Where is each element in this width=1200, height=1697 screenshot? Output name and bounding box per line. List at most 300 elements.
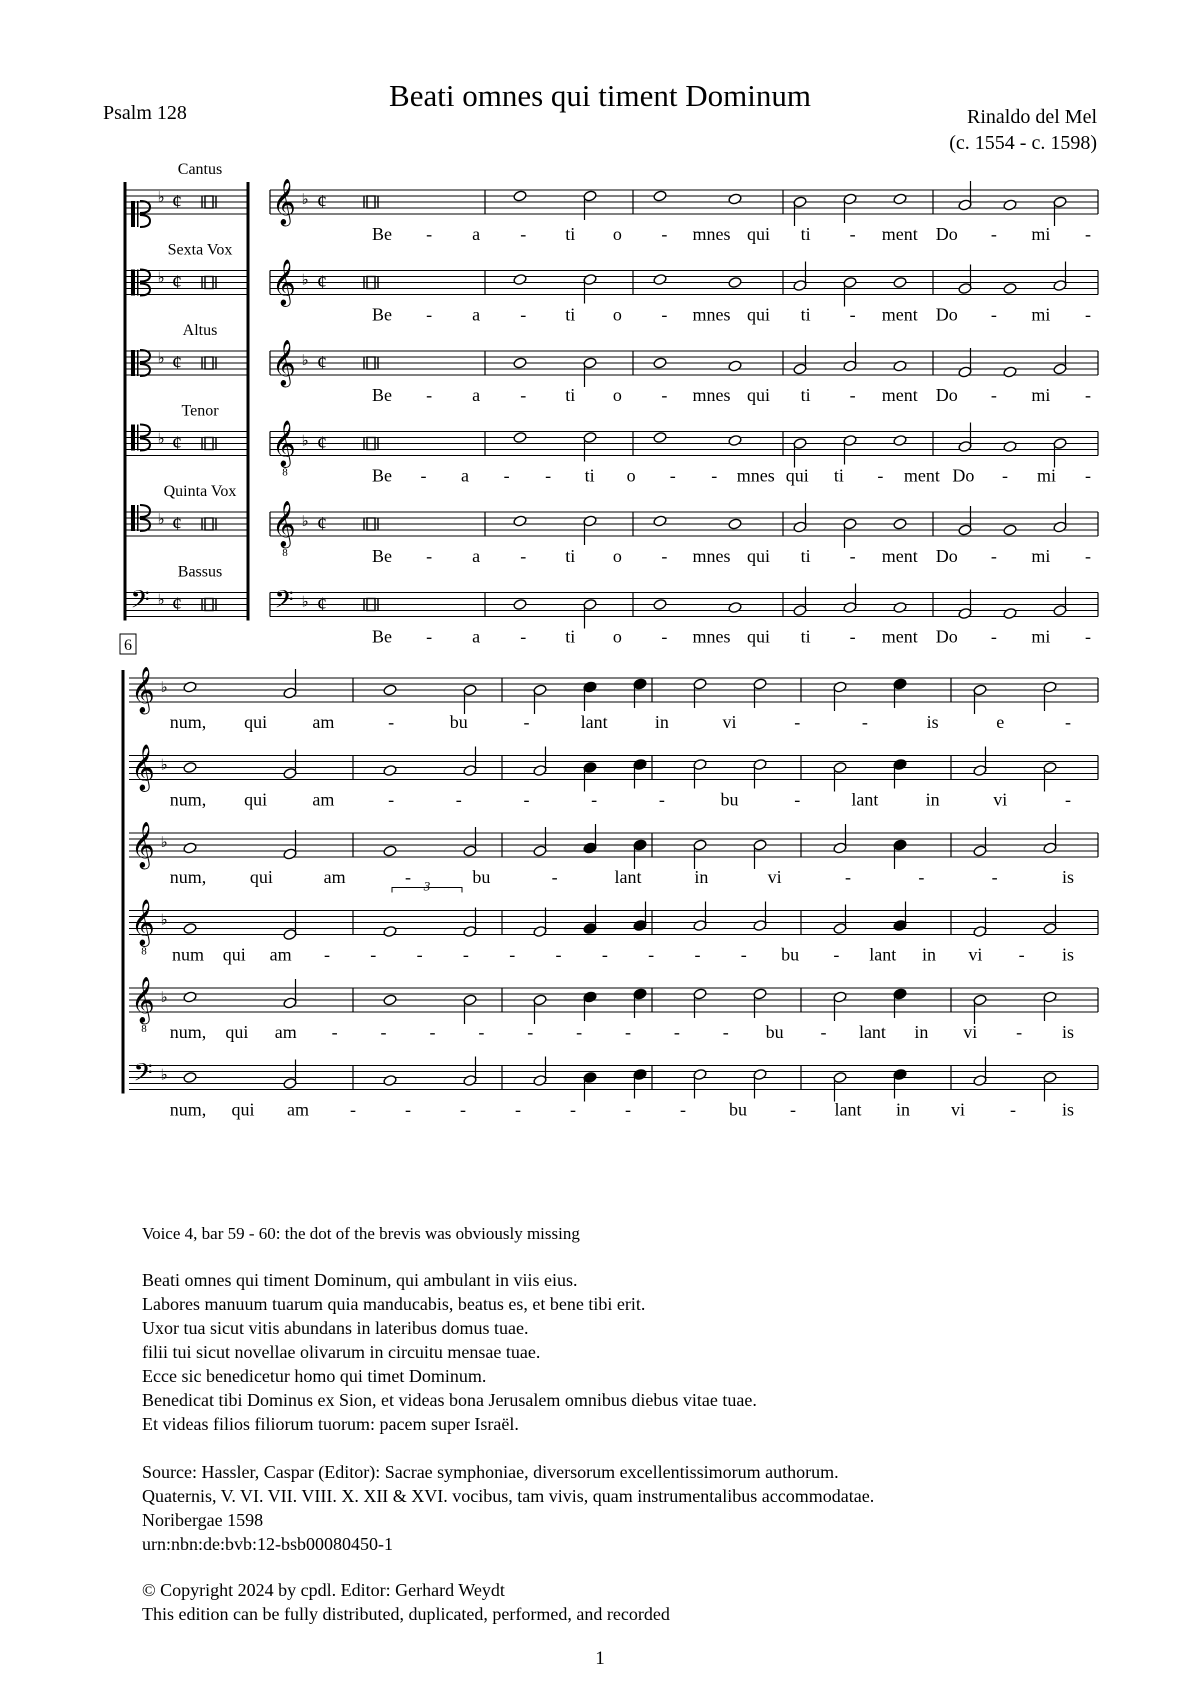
lyric-syllable: bu xyxy=(729,1099,747,1120)
note-head xyxy=(653,515,667,527)
note-head xyxy=(1003,199,1017,211)
flat-icon: ♭ xyxy=(301,594,309,611)
note-head xyxy=(513,431,527,443)
lyric-syllable: ment xyxy=(881,546,918,566)
lyric-syllable: num, xyxy=(169,1099,207,1120)
flat-icon: ♭ xyxy=(301,272,309,289)
source-line: Source: Hassler, Caspar (Editor): Sacrae symphoniae, diversorum excellentissimorum authorum. xyxy=(142,1462,839,1482)
lyric-syllable: - xyxy=(661,304,668,325)
c-clef-icon xyxy=(131,270,135,296)
lyric-syllable: - xyxy=(591,789,598,810)
voice-name: Quinta Vox xyxy=(163,483,237,500)
lyric-syllable: - xyxy=(426,304,433,325)
lyric-syllable: - xyxy=(861,712,868,732)
lyric-syllable: lant xyxy=(858,1022,886,1042)
lyric-syllable: - xyxy=(520,546,527,566)
lyric-syllable: - xyxy=(1010,1099,1016,1120)
flat-icon: ♭ xyxy=(160,835,168,851)
lyric-syllable: is xyxy=(1061,867,1075,887)
psalm-text-line: Benedicat tibi Dominus ex Sion, et videas bona Jerusalem omnibus diebus vitae tuae. xyxy=(142,1390,757,1410)
lyric-syllable: - xyxy=(820,1022,827,1042)
lyric-syllable: - xyxy=(570,1099,576,1120)
lyric-syllable: qui xyxy=(785,465,809,486)
lyric-syllable: is xyxy=(926,712,939,732)
lyric-syllable: - xyxy=(388,712,395,732)
composer-dates: (c. 1554 - c. 1598) xyxy=(949,132,1097,154)
lyric-syllable: - xyxy=(845,867,851,887)
lyric-syllable: bu xyxy=(720,789,739,810)
lyric-syllable: - xyxy=(990,385,997,405)
note-head xyxy=(183,681,197,693)
note-head xyxy=(183,922,197,934)
lyric-syllable: - xyxy=(545,465,552,486)
source-line: Quaternis, V. VI. VII. VIII. X. XII & XVI. vocibus, tam vivis, quam instrumentalibus accommodatae. xyxy=(142,1486,875,1506)
lyric-syllable: ti xyxy=(800,304,811,325)
lyric-syllable: mi xyxy=(1031,546,1051,566)
psalm-text xyxy=(142,1268,757,1436)
lyric-syllable: - xyxy=(794,789,801,810)
lyric-syllable: lant xyxy=(614,867,642,887)
lyric-syllable: o xyxy=(612,385,622,405)
lyric-syllable: - xyxy=(426,546,433,566)
lyric-syllable: Be xyxy=(372,465,392,486)
note-head xyxy=(1003,524,1017,536)
flat-icon: ♭ xyxy=(160,912,168,929)
lyric-syllable: ti xyxy=(800,626,811,647)
lyric-syllable: qui xyxy=(747,626,771,647)
lyric-syllable: vi xyxy=(968,944,983,965)
flat-icon: ♭ xyxy=(301,353,309,369)
lyric-syllable: - xyxy=(601,944,608,965)
lyric-syllable: vi xyxy=(950,1099,966,1120)
lyric-syllable: Do xyxy=(935,385,958,405)
lyric-syllable: a xyxy=(472,626,481,647)
lyric-syllable: - xyxy=(527,1022,534,1042)
cut-time-icon: ¢ xyxy=(317,432,327,455)
lyric-syllable: Do xyxy=(935,304,958,325)
lyric-syllable: o xyxy=(612,546,622,566)
lyric-syllable: - xyxy=(877,465,884,486)
lyric-syllable: - xyxy=(370,944,377,965)
lyric-syllable: - xyxy=(523,789,530,810)
lyric-syllable: - xyxy=(990,626,997,647)
lyric-syllable: - xyxy=(416,944,423,965)
lyric-syllable: am xyxy=(287,1099,309,1120)
lyric-syllable: ti xyxy=(800,546,811,566)
note-head xyxy=(653,357,667,369)
flat-icon: ♭ xyxy=(301,433,309,450)
lyric-syllable: o xyxy=(612,304,622,325)
treble-clef-icon: 𝄞 xyxy=(131,744,155,790)
lyric-syllable: qui xyxy=(747,546,771,566)
note-head xyxy=(183,991,197,1003)
lyric-syllable: ment xyxy=(881,385,918,405)
note-head xyxy=(1003,366,1017,378)
lyric-syllable: o xyxy=(626,465,636,486)
lyric-syllable: ment xyxy=(881,304,918,325)
lyric-syllable: - xyxy=(520,385,527,405)
lyric-syllable: - xyxy=(849,546,856,566)
lyric-syllable: o xyxy=(612,224,622,244)
note-head xyxy=(183,1071,197,1083)
lyric-syllable: qui xyxy=(249,867,273,887)
lyric-syllable: - xyxy=(849,304,856,325)
note-head xyxy=(893,276,907,288)
lyric-syllable: am xyxy=(274,1022,297,1042)
lyric-syllable: ment xyxy=(881,224,918,244)
lyric-syllable: num xyxy=(171,944,205,965)
flat-icon: ♭ xyxy=(301,514,309,530)
note-head xyxy=(653,598,667,610)
note-head xyxy=(513,357,527,369)
lyric-syllable: num, xyxy=(169,1022,207,1042)
lyric-syllable: num, xyxy=(169,712,207,732)
lyric-syllable: lant xyxy=(580,712,608,732)
lyric-syllable: - xyxy=(1065,712,1071,732)
lyric-syllable: - xyxy=(1065,789,1071,810)
flat-icon: ♭ xyxy=(157,190,165,206)
lyric-syllable: mnes xyxy=(692,385,731,405)
lyric-syllable: - xyxy=(722,1022,729,1042)
lyric-syllable: - xyxy=(669,465,676,486)
lyric-syllable: - xyxy=(1085,224,1091,244)
cut-time-icon: ¢ xyxy=(317,271,327,294)
lyric-syllable: - xyxy=(794,712,801,732)
flat-icon: ♭ xyxy=(157,270,165,287)
lyric-syllable: - xyxy=(331,1022,338,1042)
lyric-syllable: - xyxy=(625,1022,631,1042)
lyric-syllable: - xyxy=(426,626,433,647)
flat-icon: ♭ xyxy=(157,431,165,448)
lyric-syllable: in xyxy=(922,944,937,965)
flat-icon: ♭ xyxy=(160,680,168,696)
cut-time-icon: ¢ xyxy=(317,593,327,616)
lyric-syllable: - xyxy=(520,224,527,244)
c-clef-icon xyxy=(137,201,139,227)
lyric-syllable: qui xyxy=(244,712,268,732)
note-head xyxy=(183,842,197,854)
lyric-syllable: - xyxy=(680,1099,686,1120)
lyric-syllable: - xyxy=(833,944,840,965)
source-citation xyxy=(142,1460,874,1556)
voice-name: Altus xyxy=(182,322,218,339)
lyric-syllable: mnes xyxy=(692,224,731,244)
lyric-syllable: mnes xyxy=(692,546,731,566)
note-head xyxy=(728,518,742,530)
lyric-syllable: - xyxy=(323,944,330,965)
copyright-line: This edition can be fully distributed, duplicated, performed, and recorded xyxy=(142,1604,670,1624)
lyric-syllable: - xyxy=(388,789,395,810)
lyric-syllable: vi xyxy=(963,1022,978,1042)
note-head xyxy=(893,518,907,530)
bass-clef-icon: 𝄢 xyxy=(274,586,294,620)
lyric-syllable: Do xyxy=(935,626,958,647)
voice-name: Tenor xyxy=(181,402,219,420)
lyric-syllable: - xyxy=(990,304,997,325)
note-head xyxy=(383,845,397,857)
cut-time-icon: ¢ xyxy=(317,191,327,213)
lyric-syllable: ti xyxy=(584,465,595,486)
note-head xyxy=(383,1074,397,1086)
note-head xyxy=(1003,607,1017,619)
lyric-syllable: mi xyxy=(1036,465,1056,486)
lyric-syllable: ti xyxy=(565,304,576,325)
lyric-syllable: is xyxy=(1061,944,1075,965)
c-clef-icon xyxy=(137,350,139,376)
note-head xyxy=(1003,282,1017,294)
editorial-note: Voice 4, bar 59 - 60: the dot of the brevis was obviously missing xyxy=(142,1224,580,1243)
lyric-syllable: - xyxy=(350,1099,356,1120)
psalm-text-line: Et videas filios filiorum tuorum: pacem super Israël. xyxy=(142,1414,519,1434)
lyric-syllable: - xyxy=(661,626,668,647)
lyric-syllable: - xyxy=(648,944,655,965)
psalm-text-line: Labores manuum tuarum quia manducabis, beatus es, et bene tibi erit. xyxy=(142,1294,646,1314)
treble-clef-icon: 𝄞 xyxy=(131,667,155,712)
lyric-syllable: vi xyxy=(993,789,1008,810)
note-head xyxy=(513,190,527,202)
lyric-syllable: Do xyxy=(935,224,958,244)
copyright-line: © Copyright 2024 by cpdl. Editor: Gerhard Weydt xyxy=(142,1580,505,1600)
lyric-syllable: Be xyxy=(372,546,392,566)
lyric-syllable: mi xyxy=(1031,224,1051,244)
page-title: Beati omnes qui timent Dominum xyxy=(389,78,811,113)
note-head xyxy=(893,360,907,372)
lyric-syllable: in xyxy=(914,1022,929,1042)
cut-time-icon: ¢ xyxy=(172,352,182,374)
bass-clef-icon: 𝄢 xyxy=(133,1059,153,1093)
note-head xyxy=(1003,440,1017,452)
lyric-syllable: mi xyxy=(1031,385,1051,405)
lyric-syllable: is xyxy=(1061,1022,1075,1042)
lyric-syllable: ti xyxy=(565,626,576,647)
lyric-syllable: - xyxy=(661,546,668,566)
lyric-syllable: - xyxy=(661,385,668,405)
lyric-syllable: - xyxy=(740,944,747,965)
note-head xyxy=(728,193,742,205)
c-clef-icon xyxy=(131,505,135,531)
lyric-syllable: qui xyxy=(747,224,771,244)
psalm-text-line: Ecce sic benedicetur homo qui timet Dominum. xyxy=(142,1366,487,1386)
lyric-syllable: - xyxy=(503,465,510,486)
lyric-syllable: - xyxy=(460,1099,466,1120)
flat-icon: ♭ xyxy=(157,351,165,367)
lyric-syllable: - xyxy=(1018,944,1025,965)
note-head xyxy=(728,360,742,372)
octave-marker: 8 xyxy=(141,945,147,958)
lyric-syllable: ti xyxy=(565,546,576,566)
lyric-syllable: ti xyxy=(565,385,576,405)
flat-icon: ♭ xyxy=(160,1067,168,1084)
lyric-syllable: - xyxy=(380,1022,387,1042)
lyric-syllable: mnes xyxy=(692,304,731,325)
note-head xyxy=(383,684,397,696)
lyric-syllable: vi xyxy=(722,712,737,732)
flat-icon: ♭ xyxy=(160,757,168,774)
flat-icon: ♭ xyxy=(301,192,309,208)
treble-clef-icon: 𝄞 xyxy=(131,977,155,1022)
c-clef-icon xyxy=(131,350,135,376)
lyric-syllable: qui xyxy=(747,304,771,325)
lyric-syllable: is xyxy=(1061,1099,1075,1120)
flat-icon: ♭ xyxy=(157,592,165,609)
lyric-syllable: - xyxy=(849,224,856,244)
lyric-syllable: in xyxy=(925,789,940,810)
cut-time-icon: ¢ xyxy=(317,513,327,535)
lyric-syllable: - xyxy=(426,385,433,405)
lyric-syllable: Be xyxy=(372,626,392,647)
note-head xyxy=(728,434,742,446)
lyric-syllable: mnes xyxy=(736,465,775,486)
cut-time-icon: ¢ xyxy=(172,593,182,616)
lyric-syllable: - xyxy=(658,789,665,810)
octave-marker: 8 xyxy=(141,1023,147,1035)
lyric-syllable: - xyxy=(849,385,856,405)
lyric-syllable: a xyxy=(472,304,481,325)
psalm-label: Psalm 128 xyxy=(103,102,187,124)
c-clef-icon xyxy=(137,505,139,531)
lyric-syllable: in xyxy=(895,1099,911,1120)
lyric-syllable: a xyxy=(472,385,481,405)
lyric-syllable: ti xyxy=(800,385,811,405)
psalm-text-line: Beati omnes qui timent Dominum, qui ambulant in viis eius. xyxy=(142,1270,578,1290)
lyric-syllable: lant xyxy=(834,1099,862,1120)
c-clef-icon xyxy=(137,270,139,296)
lyric-syllable: qui xyxy=(231,1099,255,1120)
lyric-syllable: am xyxy=(312,712,335,732)
source-line: Noribergae 1598 xyxy=(142,1510,264,1530)
lyric-syllable: - xyxy=(405,867,411,887)
lyric-syllable: a xyxy=(472,546,481,566)
lyric-syllable: - xyxy=(478,1022,485,1042)
lyric-syllable: a xyxy=(472,224,481,244)
lyric-syllable: o xyxy=(612,626,622,647)
lyric-syllable: mnes xyxy=(692,626,731,647)
note-head xyxy=(893,434,907,446)
note-head xyxy=(653,273,667,285)
lyric-syllable: mi xyxy=(1031,304,1051,325)
lyric-syllable: bu xyxy=(781,944,800,965)
note-head xyxy=(653,190,667,202)
lyric-syllable: - xyxy=(661,224,668,244)
treble-clef-icon: 𝄞 xyxy=(131,899,155,945)
lyric-syllable: - xyxy=(520,304,527,325)
lyric-syllable: am xyxy=(269,944,292,965)
lyric-syllable: lant xyxy=(851,789,879,810)
lyric-syllable: num, xyxy=(169,867,207,887)
lyric-syllable: ment xyxy=(903,465,940,486)
lyric-syllable: Be xyxy=(372,224,392,244)
lyric-syllable: ment xyxy=(881,626,918,647)
lyric-syllable: mi xyxy=(1031,626,1051,647)
lyric-syllable: in xyxy=(654,712,669,732)
octave-marker: 8 xyxy=(282,466,288,479)
note-head xyxy=(653,431,667,443)
note-head xyxy=(183,761,197,773)
lyric-syllable: - xyxy=(1085,385,1091,405)
treble-clef-icon: 𝄞 xyxy=(272,340,296,385)
lyric-syllable: bu xyxy=(765,1022,784,1042)
lyric-syllable: - xyxy=(515,1099,521,1120)
lyric-syllable: qui xyxy=(747,385,771,405)
lyric-syllable: - xyxy=(1085,465,1091,486)
lyric-syllable: lant xyxy=(869,944,897,965)
lyric-syllable: - xyxy=(520,626,527,647)
note-head xyxy=(893,601,907,613)
lyric-syllable: Do xyxy=(952,465,975,486)
source-line: urn:nbn:de:bvb:12-bsb00080450-1 xyxy=(142,1534,393,1554)
lyric-syllable: - xyxy=(429,1022,436,1042)
lyric-syllable: qui xyxy=(225,1022,249,1042)
cut-time-icon: ¢ xyxy=(172,191,182,213)
lyric-syllable: - xyxy=(625,1099,631,1120)
psalm-text-line: filii tui sicut novellae olivarum in circuitu mensae tuae. xyxy=(142,1342,541,1362)
lyric-syllable: bu xyxy=(472,867,491,887)
voice-name: Bassus xyxy=(177,563,223,581)
lyric-syllable: - xyxy=(426,224,433,244)
treble-clef-icon: 𝄞 xyxy=(131,822,155,867)
note-head xyxy=(383,994,397,1006)
c-clef-icon xyxy=(131,425,135,451)
lyric-syllable: - xyxy=(509,944,516,965)
treble-clef-icon: 𝄞 xyxy=(272,501,296,546)
lyric-syllable: Be xyxy=(372,385,392,405)
lyric-syllable: - xyxy=(405,1099,411,1120)
lyric-syllable: e xyxy=(996,712,1005,732)
cut-time-icon: ¢ xyxy=(172,271,182,294)
lyric-syllable: a xyxy=(461,465,470,486)
bass-clef-icon: 𝄢 xyxy=(130,586,150,620)
lyric-syllable: ti xyxy=(800,224,811,244)
cut-time-icon: ¢ xyxy=(172,513,182,535)
lyric-syllable: - xyxy=(790,1099,796,1120)
tuplet-number: 3 xyxy=(423,878,431,894)
psalm-text-line: Uxor tua sicut vitis abundans in lateribus domus tuae. xyxy=(142,1318,529,1338)
lyric-syllable: - xyxy=(849,626,856,647)
c-clef-icon xyxy=(131,201,135,227)
note-head xyxy=(513,515,527,527)
lyric-syllable: - xyxy=(991,867,998,887)
lyric-syllable: - xyxy=(1085,304,1091,325)
lyric-syllable: - xyxy=(918,867,925,887)
cut-time-icon: ¢ xyxy=(317,352,327,374)
note-head xyxy=(728,601,742,613)
composer-name: Rinaldo del Mel xyxy=(967,106,1097,128)
cut-time-icon: ¢ xyxy=(172,432,182,455)
treble-clef-icon: 𝄞 xyxy=(272,259,296,305)
lyric-syllable: ti xyxy=(565,224,576,244)
lyric-syllable: Be xyxy=(372,304,392,325)
lyric-syllable: - xyxy=(673,1022,680,1042)
lyric-syllable: - xyxy=(420,465,427,486)
note-head xyxy=(893,193,907,205)
lyric-syllable: qui xyxy=(244,789,268,810)
treble-clef-icon: 𝄞 xyxy=(272,420,296,466)
note-head xyxy=(513,598,527,610)
measure-number: 6 xyxy=(124,637,132,654)
lyric-syllable: - xyxy=(523,712,530,732)
note-head xyxy=(513,273,527,285)
voice-name: Cantus xyxy=(177,161,223,178)
lyric-syllable: - xyxy=(576,1022,583,1042)
lyric-syllable: - xyxy=(990,546,997,566)
flat-icon: ♭ xyxy=(160,990,168,1006)
lyric-syllable: vi xyxy=(767,867,782,887)
lyric-syllable: Do xyxy=(935,546,958,566)
lyric-syllable: - xyxy=(1016,1022,1023,1042)
note-head xyxy=(383,925,397,937)
lyric-syllable: - xyxy=(1085,626,1091,647)
lyric-syllable: in xyxy=(694,867,709,887)
